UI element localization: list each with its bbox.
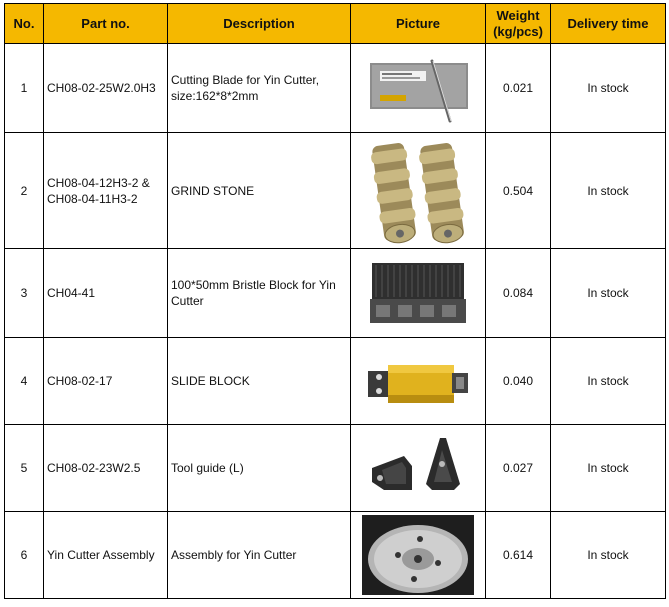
picture-cell — [351, 249, 486, 338]
header-weight-label: Weight (kg/pcs) — [493, 7, 543, 39]
part-number: CH08-02-17 — [44, 338, 168, 425]
header-no: No. — [5, 4, 44, 44]
table-row — [5, 133, 666, 249]
delivery-status: In stock — [551, 425, 666, 512]
part-description: Tool guide (L) — [168, 425, 351, 512]
weight-value: 0.027 — [486, 425, 551, 512]
bristle-block-photo — [362, 253, 474, 333]
table-row — [5, 425, 666, 512]
header-weight — [486, 4, 551, 44]
picture-cell — [351, 425, 486, 512]
delivery-status: In stock — [551, 338, 666, 425]
part-number: Yin Cutter Assembly — [44, 512, 168, 599]
part-description: SLIDE BLOCK — [168, 338, 351, 425]
weight-value: 0.084 — [486, 249, 551, 338]
part-number: CH08-02-23W2.5 — [44, 425, 168, 512]
weight-value: 0.504 — [486, 133, 551, 249]
picture-cell — [351, 133, 486, 249]
weight-value: 0.040 — [486, 338, 551, 425]
header-picture: Picture — [351, 4, 486, 44]
part-number: CH04-41 — [44, 249, 168, 338]
weight-value: 0.614 — [486, 512, 551, 599]
parts-table — [4, 3, 666, 599]
cutting-blade-photo — [362, 49, 474, 127]
table-row — [5, 338, 666, 425]
row-number: 2 — [5, 133, 44, 249]
picture-cell — [351, 338, 486, 425]
slide-block-photo — [362, 341, 474, 421]
header-description: Description — [168, 4, 351, 44]
grind-stone-photo — [362, 136, 474, 246]
row-number: 5 — [5, 425, 44, 512]
delivery-status: In stock — [551, 249, 666, 338]
part-description: 100*50mm Bristle Block for Yin Cutter — [168, 249, 351, 338]
weight-value: 0.021 — [486, 44, 551, 133]
header-row — [5, 4, 666, 44]
table-row — [5, 44, 666, 133]
part-number: CH08-02-25W2.0H3 — [44, 44, 168, 133]
part-description: Assembly for Yin Cutter — [168, 512, 351, 599]
delivery-status: In stock — [551, 512, 666, 599]
picture-cell — [351, 44, 486, 133]
part-number: CH08-04-12H3-2 & CH08-04-11H3-2 — [44, 133, 168, 249]
header-part-no: Part no. — [44, 4, 168, 44]
row-number: 1 — [5, 44, 44, 133]
delivery-status: In stock — [551, 133, 666, 249]
picture-cell — [351, 512, 486, 599]
header-delivery: Delivery time — [551, 4, 666, 44]
part-description: GRIND STONE — [168, 133, 351, 249]
cutter-assembly-photo — [362, 515, 474, 595]
table-row — [5, 512, 666, 599]
delivery-status: In stock — [551, 44, 666, 133]
table-row — [5, 249, 666, 338]
row-number: 6 — [5, 512, 44, 599]
row-number: 4 — [5, 338, 44, 425]
part-description: Cutting Blade for Yin Cutter, size:162*8*2mm — [168, 44, 351, 133]
tool-guide-photo — [362, 428, 474, 508]
row-number: 3 — [5, 249, 44, 338]
